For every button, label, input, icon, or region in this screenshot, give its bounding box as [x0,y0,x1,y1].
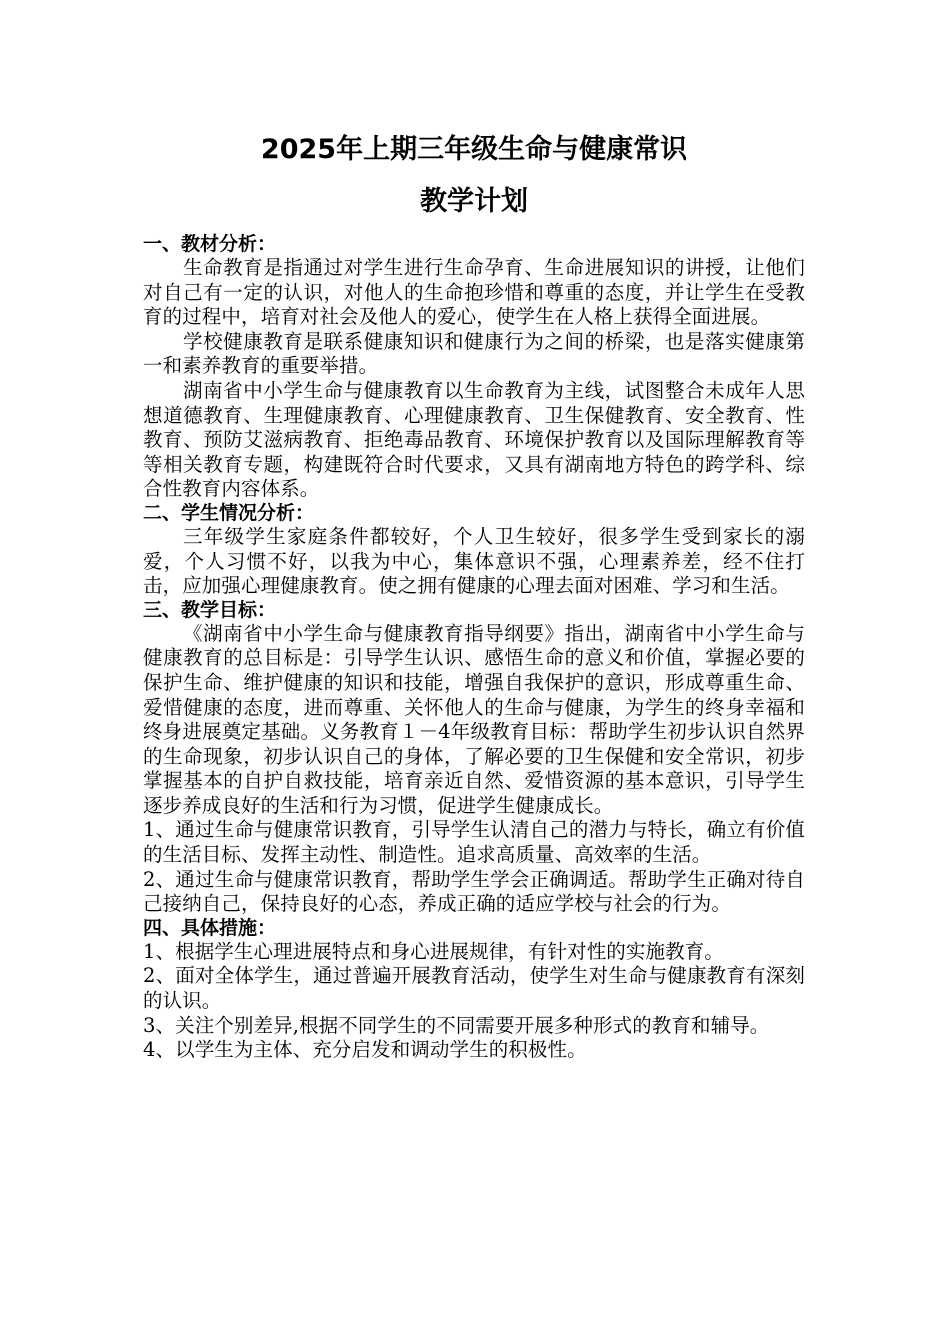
document-title: 2025年上期三年级生命与健康常识 [260,134,688,165]
list-item: 1、根据学生心理进展特点和身心进展规律，有针对性的实施教育。 [143,939,724,963]
section-heading: 二、学生情况分析： [143,501,315,524]
section-heading: 四、具体措施： [143,916,277,939]
section-measures [143,917,805,1063]
list-item: 2、面对全体学生，通过普遍开展教育活动，使学生对生命与健康教育有深刻的认识。 [143,964,805,1013]
list-item: 1、通过生命与健康常识教育，引导学生认清自己的潜力与特长，确立有价值的生活目标、发挥主动性、制造性。追求高质量、高效率的生活。 [143,818,805,867]
list-item: 3、关注个别差异,根据不同学生的不同需要开展多种形式的教育和辅导。 [143,1013,770,1037]
section-teaching-goals [143,599,805,917]
document-page [143,125,805,1063]
section-heading: 三、教学目标： [143,598,277,621]
section-student-analysis [143,502,805,599]
list-item: 2、通过生命与健康常识教育，帮助学生学会正确调适。帮助学生正确对待自己接纳自己，保持良好的心态，养成正确的适应学校与社会的行为。 [143,867,805,916]
paragraph: 生命教育是指通过对学生进行生命孕育、生命进展知识的讲授，让他们对自己有一定的认识，对他人的生命抱珍惜和尊重的态度，并让学生在受教育的过程中，培育对社会及他人的爱心，使学生在人格上获得全面进展。 [143,256,805,329]
paragraph: 湖南省中小学生命与健康教育以生命教育为主线，试图整合未成年人思想道德教育、生理健康教育、心理健康教育、卫生保健教育、安全教育、性教育、预防艾滋病教育、拒绝毒品教育、环境保护教育以及国际理解教育等等相关教育专题，构建既符合时代要求，又具有湖南地方特色的跨学科、综合性教育内容体系。 [143,378,805,501]
paragraph: 学校健康教育是联系健康知识和健康行为之间的桥梁，也是落实健康第一和素养教育的重要举措。 [143,329,805,378]
paragraph: 《湖南省中小学生命与健康教育指导纲要》指出，湖南省中小学生命与健康教育的总目标是：引导学生认识、感悟生命的意义和价值，掌握必要的保护生命、维护健康的知识和技能，增强自我保护的意识，形成尊重生命、爱惜健康的态度，进而尊重、关怀他人的生命与健康，为学生的终身幸福和终身进展奠定基础。义务教育１－4年级教育目标：帮助学生初步认识自然界的生命现象，初步认识自己的身体，了解必要的卫生保健和安全常识，初步掌握基本的自护自救技能，培育亲近自然、爱惜资源的基本意识，引导学生逐步养成良好的生活和行为习惯，促进学生健康成长。 [143,621,805,817]
section-heading: 一、教材分析： [143,233,277,255]
section-textbook-analysis [143,233,805,502]
paragraph: 三年级学生家庭条件都较好，个人卫生较好，很多学生受到家长的溺爱，个人习惯不好，以我为中心，集体意识不强，心理素养差，经不住打击，应加强心理健康教育。使之拥有健康的心理去面对困难、学习和生活。 [143,524,805,598]
list-item: 4、以学生为主体、充分启发和调动学生的积极性。 [143,1038,587,1062]
document-subtitle: 教学计划 [420,186,528,217]
